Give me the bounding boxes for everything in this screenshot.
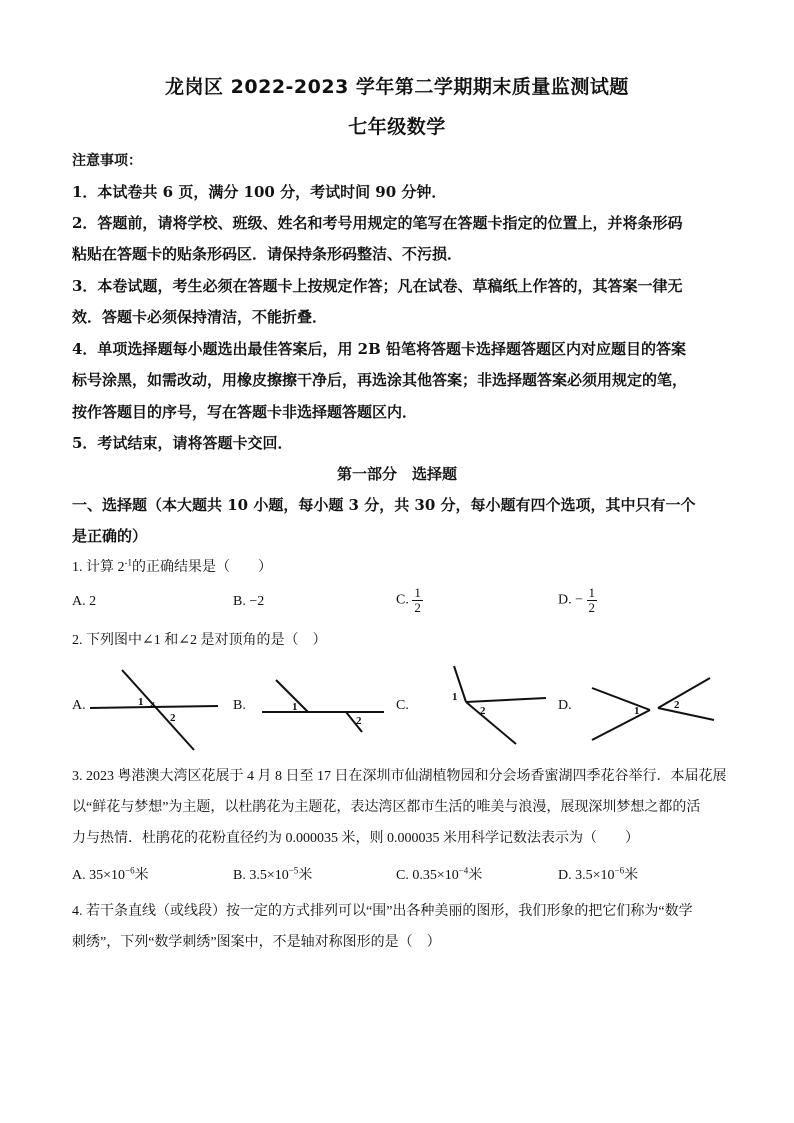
- q2-option-a-label: A.: [72, 698, 86, 713]
- notice-line: 标号涂黑，如需改动，用橡皮擦擦干净后，再选涂其他答案；非选择题答案必须用规定的笔，: [72, 371, 688, 389]
- q2-figure-a: [84, 664, 224, 754]
- q1-option-a: A. 2: [72, 594, 97, 609]
- q3-option-b: [233, 864, 312, 884]
- q3-d-exponent: −6: [614, 865, 625, 876]
- question-2-stem: 2. 下列图中∠1 和∠2 是对顶角的是（ ）: [72, 633, 327, 648]
- notice-line: 2．答题前，请将学校、班级、姓名和考号用规定的笔写在答题卡指定的位置上，并将条形码: [72, 214, 683, 232]
- angle-1-label: 1: [452, 691, 458, 703]
- question-4-line: 4. 若干条直线（或线段）按一定的方式排列可以“围”出各种美丽的图形，我们形象的把它们称为“数学: [72, 904, 693, 919]
- q3-option-c: [396, 864, 482, 884]
- q3-d-unit: 米: [624, 868, 639, 883]
- section-heading: 一、选择题（本大题共 10 小题，每小题 3 分，共 30 分，每小题有四个选项，其中只有一个: [72, 496, 696, 514]
- q3-b-base: B. 3.5×10: [233, 868, 289, 883]
- q3-a-unit: 米: [134, 868, 149, 883]
- question-3-line: 力与热情．杜鹃花的花粉直径约为 0.000035 米，则 0.000035 米用科学记数法表示为（ ）: [72, 831, 639, 846]
- q1-option-d-fraction: [587, 586, 598, 615]
- exam-subtitle: 七年级数学: [348, 116, 446, 138]
- notice-line: 1．本试卷共 6 页，满分 100 分，考试时间 90 分钟．: [72, 183, 447, 201]
- q1-option-d-label: D. −: [558, 592, 584, 608]
- fraction-denominator: 2: [414, 600, 421, 615]
- q3-a-base: A. 35×10: [72, 868, 126, 883]
- q2-option-c-label: C.: [396, 698, 409, 713]
- q1-option-c-label: C.: [396, 592, 409, 608]
- fraction-numerator: 1: [588, 585, 596, 600]
- notice-line: 3．本卷试题，考生必须在答题卡上按规定作答；凡在试卷、草稿纸上作答的，其答案一律无: [72, 277, 683, 295]
- notice-line: 4．单项选择题每小题选出最佳答案后，用 2B 铅笔将答题卡选择题答题区内对应题目的答案: [72, 340, 687, 358]
- angle-2-label: 2: [674, 699, 680, 711]
- q3-c-exponent: −4: [458, 865, 469, 876]
- notice-heading: 注意事项：: [72, 153, 142, 169]
- q3-c-unit: 米: [468, 868, 483, 883]
- q2-figure-b: [256, 676, 390, 746]
- angle-1-label: 1: [634, 705, 640, 717]
- q1-stem-pre: 1. 计算 2: [72, 560, 125, 575]
- notice-line: 粘贴在答题卡的贴条形码区．请保持条形码整洁、不污损．: [72, 245, 463, 263]
- fraction-numerator: 1: [414, 585, 421, 600]
- angle-1-label: 1: [138, 696, 144, 708]
- q1-option-c-fraction: [412, 586, 423, 615]
- q2-figure-d: [586, 670, 720, 750]
- exam-title: 龙岗区 2022-2023 学年第二学期期末质量监测试题: [165, 76, 629, 98]
- question-4-line: 刺绣”，下列“数学刺绣”图案中，不是轴对称图形的是（ ）: [72, 935, 441, 950]
- q3-b-exponent: −5: [288, 865, 299, 876]
- angle-2-label: 2: [170, 712, 176, 724]
- q1-option-d: [558, 586, 597, 615]
- q1-stem-post: 的正确结果是（ ）: [132, 560, 272, 575]
- q3-c-base: C. 0.35×10: [396, 868, 459, 883]
- angle-2-label: 2: [356, 715, 362, 727]
- q2-option-d-label: D.: [558, 698, 572, 713]
- notice-line: 效．答题卡必须保持清洁，不能折叠．: [72, 308, 328, 326]
- angle-2-label: 2: [480, 705, 486, 717]
- q2-option-b-label: B.: [233, 698, 246, 713]
- question-1-stem: [72, 556, 272, 576]
- q1-option-b: B. −2: [233, 594, 265, 609]
- notice-line: 5．考试结束，请将答题卡交回．: [72, 434, 293, 452]
- q3-a-exponent: −6: [125, 865, 135, 876]
- section-heading: 是正确的）: [72, 527, 148, 545]
- q3-d-base: D. 3.5×10: [558, 868, 615, 883]
- part-heading: 第一部分 选择题: [336, 465, 457, 483]
- angle-1-label: 1: [292, 701, 298, 713]
- question-3-line: 以“鲜花与梦想”为主题，以杜鹃花为主题花，表达湾区都市生活的唯美与浪漫，展现深圳梦想之都的活: [72, 800, 701, 815]
- q3-option-a: [72, 864, 149, 884]
- q3-b-unit: 米: [298, 868, 313, 883]
- q3-option-d: [558, 864, 638, 884]
- q1-exponent: -1: [124, 557, 132, 568]
- notice-line: 按作答题目的序号，写在答题卡非选择题答题区内．: [72, 403, 418, 421]
- q1-option-c: [396, 586, 423, 615]
- fraction-denominator: 2: [588, 600, 596, 615]
- question-3-line: 3. 2023 粤港澳大湾区花展于 4 月 8 日至 17 日在深圳市仙湖植物园和分会场香蜜湖四季花谷举行．本届花展: [72, 769, 727, 784]
- q2-figure-c: [416, 662, 550, 750]
